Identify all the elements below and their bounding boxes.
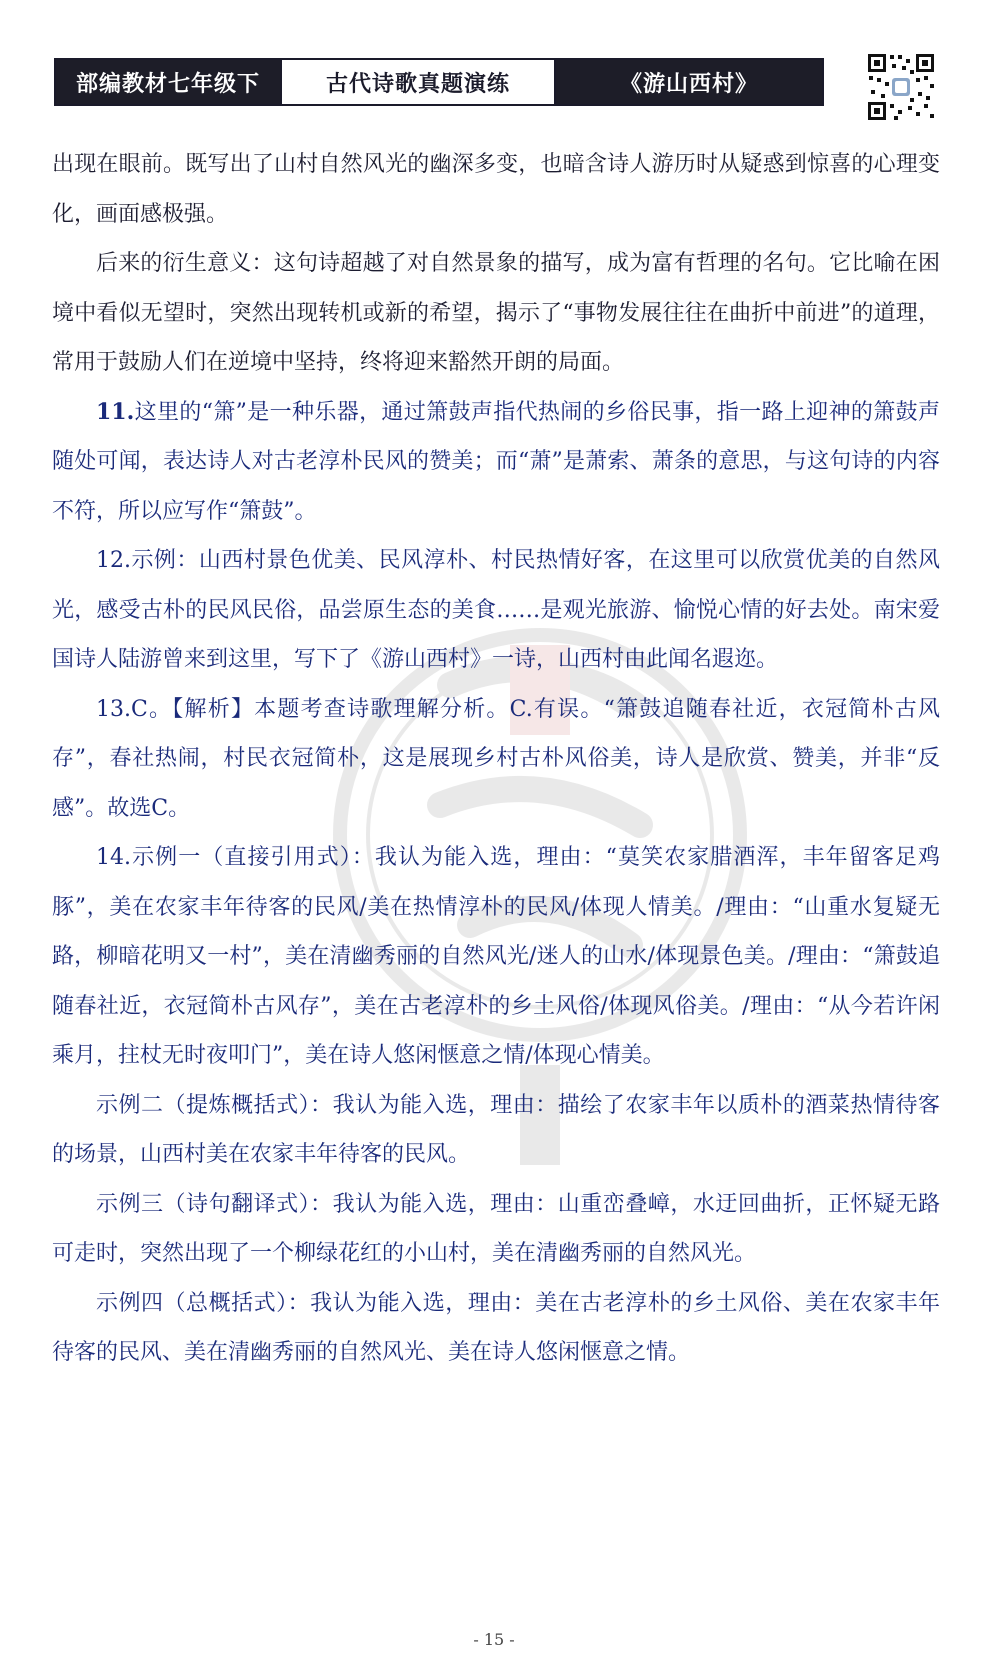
example-4: 示例四（总概括式）：我认为能入选，理由：美在古老淳朴的乡土风俗、美在农家丰年待客的民风、美在清幽秀丽的自然风光、美在诗人悠闲惬意之情。 xyxy=(52,1290,940,1365)
header-topic: 古代诗歌真题演练 xyxy=(280,60,556,104)
answer-14: 14.示例一（直接引用式）：我认为能入选，理由：“莫笑农家腊酒浑，丰年留客足鸡豚”，美在农家丰年待客的民风/美在热情淳朴的民风/体现人情美。/理由：“山重水复疑无路，柳暗花明又一村”，美在清幽秀丽的自然风光/迷人的山水/体现景色美。/理由：“箫鼓追随春社近，衣冠简朴古风存”，美在古老淳朴的乡土风俗/体现风俗美。/理由：“从今若许闲乘月，拄杖无时夜叩门”，美在诗人悠闲惬意之情/体现心情美。 xyxy=(52,845,940,1068)
header-grade: 部编教材七年级下 xyxy=(56,60,280,104)
answer-11 xyxy=(52,388,940,537)
example-3: 示例三（诗句翻译式）：我认为能入选，理由：山重峦叠嶂，水迂回曲折，正怀疑无路可走时，突然出现了一个柳绿花红的小山村，美在清幽秀丽的自然风光。 xyxy=(52,1191,940,1266)
question-number: 11. xyxy=(96,398,135,425)
page-number: - 15 - xyxy=(473,1630,515,1649)
qr-code-icon xyxy=(866,52,936,122)
paragraph: 出现在眼前。既写出了山村自然风光的幽深多变，也暗含诗人游历时从疑惑到惊喜的心理变化，画面感极强。 xyxy=(52,152,940,227)
answer-13: 13.C。【解析】本题考查诗歌理解分析。C.有误。“箫鼓追随春社近，衣冠简朴古风存”，春社热闹，村民衣冠简朴，这是展现乡村古朴风俗美，诗人是欣赏、赞美，并非“反感”。故选C。 xyxy=(52,696,940,821)
answer-12: 12.示例：山西村景色优美、民风淳朴、村民热情好客，在这里可以欣赏优美的自然风光，感受古朴的民风民俗，品尝原生态的美食……是观光旅游、愉悦心情的好去处。南宋爱国诗人陆游曾来到这里，写下了《游山西村》一诗，山西村由此闻名遐迩。 xyxy=(52,548,940,672)
header-poem-title: 《游山西村》 xyxy=(556,60,822,104)
paragraph: 后来的衍生意义：这句诗超越了对自然景象的描写，成为富有哲理的名句。它比喻在困境中看似无望时，突然出现转机或新的希望，揭示了“事物发展往往在曲折中前进”的道理，常用于鼓励人们在逆境中坚持，终将迎来豁然开朗的局面。 xyxy=(52,251,940,375)
answer-text-11: 这里的“箫”是一种乐器，通过箫鼓声指代热闹的乡俗民事，指一路上迎神的箫鼓声随处可闻，表达诗人对古老淳朴民风的赞美；而“萧”是萧索、萧条的意思，与这句诗的内容不符，所以应写作“箫鼓”。 xyxy=(52,399,940,524)
answer-text xyxy=(52,140,940,1378)
example-2: 示例二（提炼概括式）：我认为能入选，理由：描绘了农家丰年以质朴的酒菜热情待客的场景，山西村美在农家丰年待客的民风。 xyxy=(52,1092,940,1167)
header-bar xyxy=(54,58,824,106)
